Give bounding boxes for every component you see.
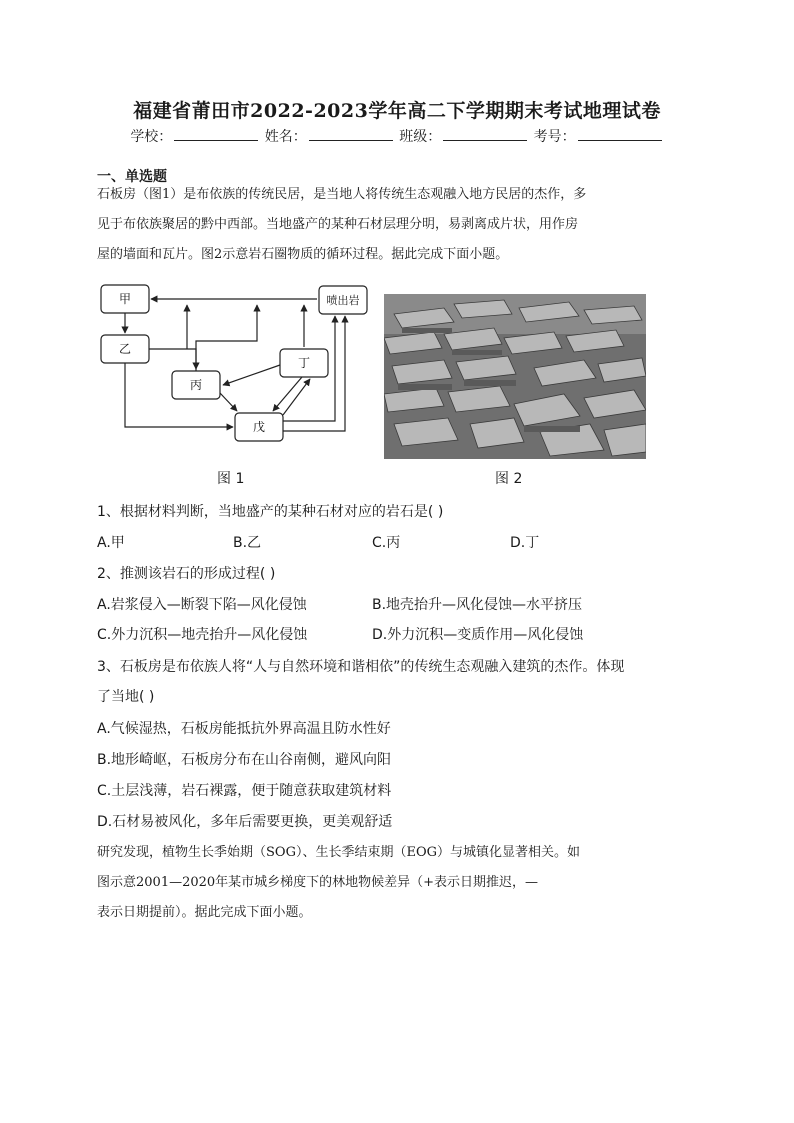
class-blank[interactable] — [443, 126, 527, 141]
arrow-bing-wu — [220, 393, 237, 411]
section-heading: 一、单选题 — [97, 169, 167, 185]
name-blank[interactable] — [309, 126, 393, 141]
q3-option-c[interactable]: C.土层浅薄，岩石裸露，便于随意获取建筑材料 — [97, 783, 392, 799]
q2-option-c[interactable]: C.外力沉积—地壳抬升—风化侵蚀 — [97, 627, 308, 643]
material-paragraph-2 — [97, 838, 697, 928]
figure-2-caption: 图 2 — [495, 471, 523, 487]
material-line: 屋的墙面和瓦片。图2示意岩石圈物质的循环过程。据此完成下面小题。 — [97, 247, 509, 262]
q2-option-b[interactable]: B.地壳抬升—风化侵蚀—水平挤压 — [372, 597, 583, 613]
name-label: 姓名： — [264, 129, 307, 145]
arrow-yi-wu — [125, 363, 233, 427]
exam-number-blank[interactable] — [578, 126, 662, 141]
node-yi-label: 乙 — [118, 342, 132, 356]
node-extrusive-label: 喷出岩 — [326, 294, 360, 307]
question-3-stem-line-2: 了当地( ) — [97, 689, 155, 705]
arrow-ding-bing — [223, 365, 280, 385]
node-ding-label: 丁 — [297, 356, 311, 370]
material-line: 石板房（图1）是布依族的传统民居，是当地人将传统生态观融入地方民居的杰作，多 — [97, 187, 587, 202]
material-paragraph-1 — [97, 180, 697, 270]
question-2-stem: 2、推测该岩石的形成过程( ) — [97, 566, 276, 582]
node-jia-label: 甲 — [118, 292, 132, 306]
q1-option-d[interactable]: D.丁 — [510, 535, 540, 551]
figure-1-caption: 图 1 — [217, 471, 245, 487]
q3-option-b[interactable]: B.地形崎岖，石板房分布在山谷南侧，避风向阳 — [97, 752, 392, 768]
village-photo — [384, 294, 646, 459]
rock-cycle-diagram — [97, 281, 372, 451]
exam-number-label: 考号： — [533, 129, 576, 145]
school-blank[interactable] — [174, 126, 258, 141]
material-line: 图示意2001—2020年某市城乡梯度下的林地物候差异（+表示日期推迟，— — [97, 875, 539, 890]
q2-option-d[interactable]: D.外力沉积—变质作用—风化侵蚀 — [372, 627, 584, 643]
node-wu-label: 戊 — [252, 420, 266, 434]
q3-option-a[interactable]: A.气候湿热，石板房能抵抗外界高温且防水性好 — [97, 721, 391, 737]
question-3-stem-line-1: 3、石板房是布依族人将“人与自然环境和谐相依”的传统生态观融入建筑的杰作。体现 — [97, 659, 625, 675]
arrow-bing-up — [196, 305, 257, 371]
arrow-yi-bing — [149, 349, 196, 369]
q3-option-d[interactable]: D.石材易被风化，多年后需要更换，更美观舒适 — [97, 814, 393, 830]
material-line: 见于布依族聚居的黔中西部。当地盛产的某种石材层理分明，易剥离成片状，用作房 — [97, 217, 579, 232]
arrow-wu-extrusive — [283, 316, 345, 431]
node-bing-label: 丙 — [189, 378, 203, 392]
question-1-stem: 1、根据材料判断，当地盛产的某种石材对应的岩石是( ) — [97, 504, 444, 520]
material-line: 表示日期提前）。据此完成下面小题。 — [97, 905, 312, 920]
school-label: 学校： — [130, 129, 173, 145]
student-info-row — [0, 126, 794, 146]
class-label: 班级： — [399, 129, 442, 145]
q1-option-a[interactable]: A.甲 — [97, 535, 125, 551]
q1-option-c[interactable]: C.丙 — [372, 535, 401, 551]
material-line: 研究发现，植物生长季始期（SOG）、生长季结束期（EOG）与城镇化显著相关。如 — [97, 845, 580, 860]
exam-title: 福建省莆田市2022-2023学年高二下学期期末考试地理试卷 — [133, 100, 661, 122]
q1-option-b[interactable]: B.乙 — [233, 535, 262, 551]
arrow-wu-ding — [283, 379, 310, 415]
q2-option-a[interactable]: A.岩浆侵入—断裂下陷—风化侵蚀 — [97, 597, 307, 613]
arrow-ding-wu — [273, 377, 302, 411]
